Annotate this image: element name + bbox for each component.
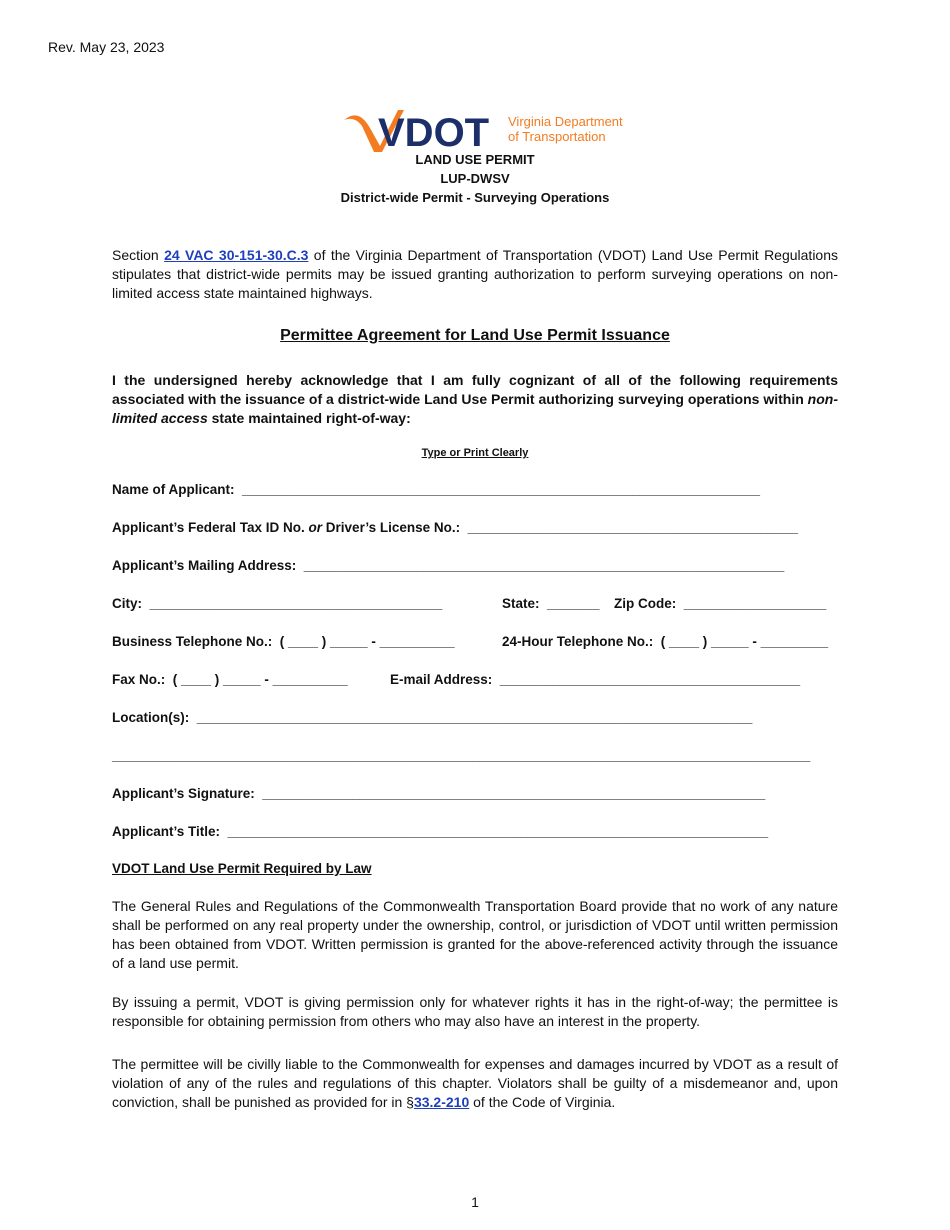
permission-paragraph: By issuing a permit, VDOT is giving permission only for whatever rights it has in the right-of-way; the permittee is responsible for obtaining permission from others who may also have an interest in the property. bbox=[112, 994, 838, 1029]
city-field[interactable]: City: _______________________________________ bbox=[112, 596, 443, 611]
revision-date: Rev. May 23, 2023 bbox=[48, 39, 165, 55]
liability-paragraph: The permittee will be civilly liable to the Commonwealth for expenses and damages incurred by VDOT as a result of violation of any of the rules and regulations of this chapter. Violators shall be guilty of a misdemeanor and, upon conviction, shall be punished as provided for in §33.2-210 of the Code of Virginia. bbox=[112, 1056, 838, 1110]
agreement-heading: Permittee Agreement for Land Use Permit Issuance bbox=[280, 327, 670, 344]
applicant-name-field[interactable]: Name of Applicant: _____________________________________________________________________ bbox=[112, 482, 761, 497]
type-print-note: Type or Print Clearly bbox=[421, 447, 529, 459]
vdot-logo bbox=[340, 106, 630, 154]
page-number: 1 bbox=[471, 1194, 479, 1210]
logo-subtitle-line2: of Transportation bbox=[508, 129, 606, 144]
acknowledgement-paragraph: I the undersigned hereby acknowledge that I am fully cognizant of all of the following requirements associated with the issuance of a district-wide Land Use Permit authorizing surveying operations within non-limited access state maintained right-of-way: bbox=[112, 372, 838, 426]
code-of-virginia-link[interactable]: 33.2-210 bbox=[413, 1094, 470, 1110]
rules-paragraph: The General Rules and Regulations of the Commonwealth Transportation Board provide that no work of any nature shall be performed on any real property under the ownership, control, or jurisdiction of VDOT until written permission has been obtained from VDOT. Written permission is granted for the above-referenced activity through the issuance of a land use permit. bbox=[112, 898, 838, 971]
zip-code-field[interactable]: Zip Code: ___________________ bbox=[614, 596, 827, 611]
title-line3: District-wide Permit - Surveying Operations bbox=[340, 190, 610, 205]
tax-id-field[interactable]: Applicant’s Federal Tax ID No. or Driver’s License No.: ____________________________________________ bbox=[112, 520, 798, 535]
fax-field[interactable]: Fax No.: ( ____ ) _____ - __________ bbox=[112, 672, 348, 687]
required-by-law-heading: VDOT Land Use Permit Required by Law bbox=[112, 861, 372, 876]
24-hour-phone-field[interactable]: 24-Hour Telephone No.: ( ____ ) _____ - _________ bbox=[502, 634, 829, 649]
applicant-title-field[interactable]: Applicant’s Title: ________________________________________________________________________ bbox=[112, 824, 769, 839]
state-field[interactable]: State: _______ bbox=[502, 596, 600, 611]
mailing-address-field[interactable]: Applicant’s Mailing Address: ________________________________________________________________ bbox=[112, 558, 785, 573]
regulation-link[interactable]: 24 VAC 30-151-30.C.3 bbox=[164, 247, 309, 263]
signature-field[interactable]: Applicant’s Signature: ___________________________________________________________________ bbox=[112, 786, 766, 801]
title-line2: LUP-DWSV bbox=[440, 171, 510, 186]
location-field-line2[interactable]: _____________________________________________________________________________________________ bbox=[112, 748, 811, 763]
intro-paragraph: Section 24 VAC 30-151-30.C.3 of the Virginia Department of Transportation (VDOT) Land Use Permit Regulations stipulates that district-wide permits may be issued granting authorization to perform surveying operations on non-limited access state maintained highways. bbox=[112, 247, 839, 301]
location-field[interactable]: Location(s): __________________________________________________________________________ bbox=[112, 710, 753, 725]
logo-subtitle-line1: Virginia Department bbox=[508, 114, 623, 129]
title-line1: LAND USE PERMIT bbox=[415, 152, 535, 167]
email-field[interactable]: E-mail Address: ________________________________________ bbox=[390, 672, 801, 687]
logo-wordmark: VDOT bbox=[378, 111, 490, 154]
business-phone-field[interactable]: Business Telephone No.: ( ____ ) _____ - __________ bbox=[112, 634, 455, 649]
